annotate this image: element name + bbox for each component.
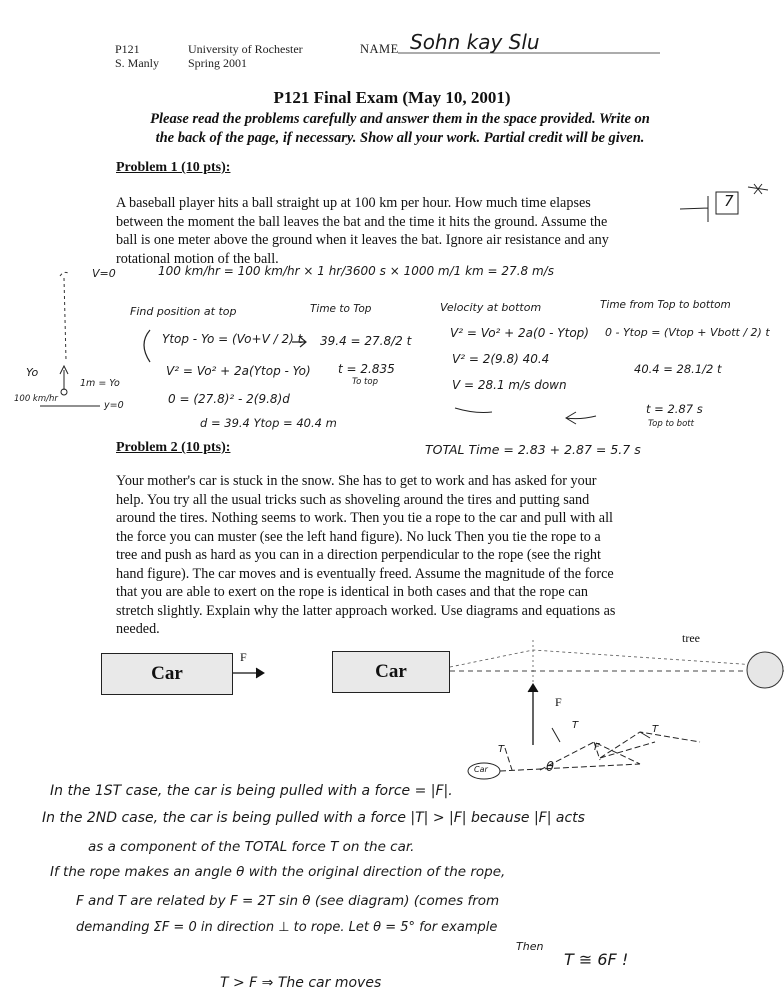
answer-line-4: If the rope makes an angle θ with the original direction of the rope, xyxy=(50,864,506,880)
force-label-up: F xyxy=(555,695,562,709)
hw-eq-vb1: V² = Vo² + 2a(0 - Ytop) xyxy=(450,326,589,340)
problem1-line: between the moment the ball leaves the bat and the time it hits the ground. Assume the xyxy=(116,213,608,230)
force-arrowhead-left xyxy=(256,668,264,678)
term: Spring 2001 xyxy=(188,56,248,70)
hw-eq-tb-sub: Top to bott xyxy=(648,419,694,429)
problem1-score: 7 xyxy=(724,192,734,210)
problem2-line: hand figure). The car moves and is eventually freed. Assume the magnitude of the force xyxy=(116,565,614,582)
force-label-sketch: F xyxy=(594,742,600,753)
force-label-left: F xyxy=(240,650,247,664)
hw-eq-tb2: 40.4 = 28.1/2 t xyxy=(634,362,722,376)
problem2-line: that you are able to exert on the rope is identical in both cases and that the rope can xyxy=(116,584,588,600)
hw-label-y0: y=0 xyxy=(104,400,124,411)
hw-label-yo: Yo xyxy=(26,366,39,379)
hw-eq-zero: 0 = (27.8)² - 2(9.8)d xyxy=(168,392,290,406)
arrow-right xyxy=(292,337,306,347)
university: University of Rochester xyxy=(188,42,303,56)
problem2-line: stretch slightly. Explain why the latter approach worked. Use diagrams and equations as xyxy=(116,602,616,619)
name-value: Sohn kay Slu xyxy=(410,30,540,54)
score-box xyxy=(680,192,738,222)
answer-line-2: In the 2ND case, the car is being pulled with a force |T| > |F| because |F| acts xyxy=(42,810,585,826)
car-small-label: Car xyxy=(474,765,488,774)
hw-eq-ttop: t = 2.835 xyxy=(338,362,395,376)
problem2-line: Your mother's car is stuck in the snow. She has to get to work and has asked for your xyxy=(116,473,597,489)
hw-label-speed: 100 km/hr xyxy=(14,394,58,404)
tension-label-1: T xyxy=(498,744,505,755)
hw-eq-d: d = 39.4 Ytop = 40.4 m xyxy=(200,416,337,430)
car-box-left: Car xyxy=(101,653,233,695)
answer-line-1: In the 1ST case, the car is being pulled with a force = |F|. xyxy=(50,783,453,799)
problem1-heading: Problem 1 (10 pts): xyxy=(116,160,231,175)
hw-v0: V=0 xyxy=(92,267,116,280)
instructions-line-1: Please read the problems carefully and answer them in the space provided. Write on xyxy=(150,111,650,127)
arrow-left xyxy=(566,412,596,424)
answer-line-3: as a component of the TOTAL force T on the car. xyxy=(88,839,415,855)
tree-icon xyxy=(747,652,783,688)
name-label: NAME xyxy=(360,42,399,56)
hw-label-time-top: Time to Top xyxy=(310,303,372,315)
instructions-line-2: the back of the page, if necessary. Show all your work. Partial credit will be given. xyxy=(155,130,645,146)
answer-conclusion: T > F ⇒ The car moves xyxy=(220,975,382,991)
instructor: S. Manly xyxy=(115,56,160,70)
hw-conversion: 100 km/hr = 100 km/hr × 1 hr/3600 s × 1000 m/1 km = 27.8 m/s xyxy=(158,264,554,278)
answer-line-5: F and T are related by F = 2T sin θ (see diagram) (comes from xyxy=(76,893,500,909)
force-arrowhead-up xyxy=(528,684,538,692)
hw-label-1m: 1m = Yo xyxy=(80,378,120,389)
hw-eq-v2: V² = Vo² + 2a(Ytop - Yo) xyxy=(166,364,311,378)
star-mark xyxy=(748,184,768,194)
hw-eq-tb1: 0 - Ytop = (Vtop + Vbott / 2) t xyxy=(605,326,770,339)
problem2-heading: Problem 2 (10 pts): xyxy=(116,440,231,455)
problem2-line: needed. xyxy=(116,621,160,637)
hw-eq-vb2: V² = 2(9.8) 40.4 xyxy=(452,352,550,366)
curve-mark xyxy=(455,408,492,413)
hw-label-time-bottom: Time from Top to bottom xyxy=(600,299,731,311)
hw-eq-vb3: V = 28.1 m/s down xyxy=(452,378,567,392)
answer-then: Then xyxy=(516,940,544,953)
tension-label-3: T xyxy=(652,724,659,735)
problem1-line: A baseball player hits a ball straight up at 100 km per hour. How much time elapses xyxy=(116,195,591,211)
hw-eq-ttop-sub: To top xyxy=(352,377,378,387)
problem2-line: around the tires. Nothing seems to work. Then you tie a rope to the car and pull with all xyxy=(116,510,613,526)
rope-deflected xyxy=(450,650,784,667)
bracket-left xyxy=(144,330,150,362)
car-box-right: Car xyxy=(332,651,450,693)
problem2-line: the force you can muster (see the left hand figure). No luck Then you tie the rope to a xyxy=(116,528,601,545)
hw-label-velocity: Velocity at bottom xyxy=(440,301,542,314)
hw-eq-ytop: Ytop - Yo = (Vo+V / 2) t xyxy=(162,332,303,346)
problem2-line: tree and push as hard as you can in a direction perpendicular to the rope (see the right xyxy=(116,547,601,563)
tree-label: tree xyxy=(682,631,700,645)
hw-total-time: TOTAL Time = 2.83 + 2.87 = 5.7 s xyxy=(425,442,641,457)
answer-result: T ≅ 6F ! xyxy=(564,950,629,969)
tension-arrows xyxy=(552,728,650,742)
problem1-line: rotational motion of the ball. xyxy=(116,250,279,267)
hw-eq-ttop-calc: 39.4 = 27.8/2 t xyxy=(320,334,412,348)
free-body-sketch xyxy=(500,732,700,771)
exam-title: P121 Final Exam (May 10, 2001) xyxy=(273,88,511,107)
course-code: P121 xyxy=(115,42,140,56)
hw-eq-tb3: t = 2.87 s xyxy=(646,402,703,416)
theta-label: θ xyxy=(546,760,554,775)
hw-label-position: Find position at top xyxy=(130,305,237,318)
trajectory-sketch xyxy=(60,272,70,360)
problem1-line: ball is one meter above the ground when it leaves the bat. Ignore air resistance and any xyxy=(116,232,609,248)
answer-line-6: demanding ΣF = 0 in direction ⊥ to rope. Let θ = 5° for example xyxy=(76,920,498,935)
problem2-line: help. You try all the usual tricks such as shoveling around the tires and putting sand xyxy=(116,491,590,508)
tension-label-2: T xyxy=(572,720,579,731)
